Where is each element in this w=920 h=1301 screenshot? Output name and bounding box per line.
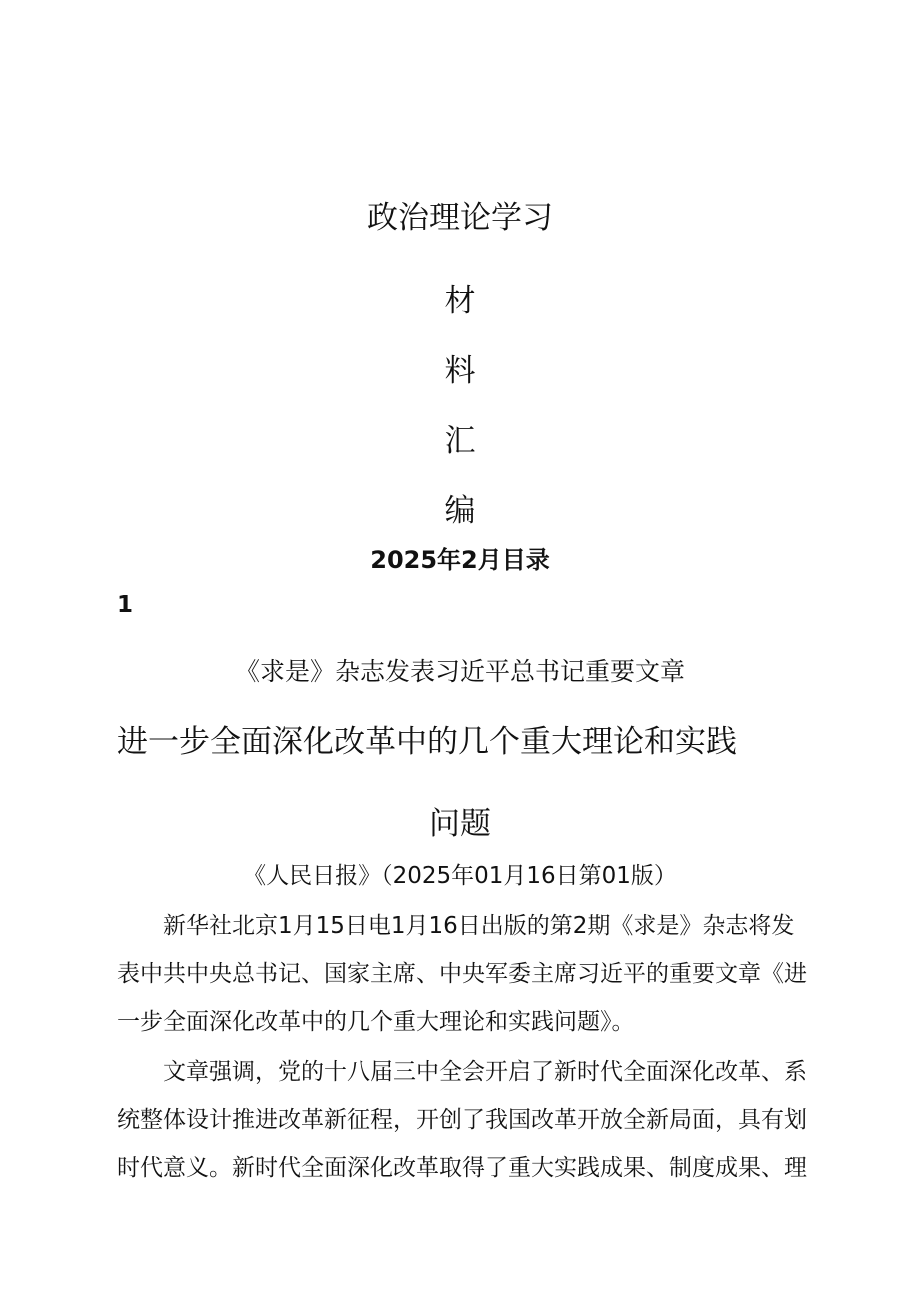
paragraph-line: 统整体设计推进改革新征程，开创了我国改革开放全新局面，具有划 bbox=[117, 1107, 807, 1133]
toc-heading: 2025年2月目录 bbox=[370, 546, 550, 574]
article-headline-line1: 进一步全面深化改革中的几个重大理论和实践 bbox=[117, 724, 737, 760]
paragraph-line: 新华社北京1月15日电1月16日出版的第2期《求是》杂志将发 bbox=[163, 913, 795, 939]
article-headline-line2: 问题 bbox=[429, 806, 491, 842]
toc-item-number: 1 bbox=[117, 592, 134, 618]
title-char-1: 材 bbox=[444, 283, 476, 319]
document-title: 政治理论学习 bbox=[367, 200, 553, 236]
article-paragraph-2 bbox=[117, 1048, 807, 1192]
title-char-2: 料 bbox=[444, 353, 476, 389]
paragraph-line: 一步全面深化改革中的几个重大理论和实践问题》。 bbox=[117, 1009, 635, 1035]
magazine-line: 《求是》杂志发表习近平总书记重要文章 bbox=[234, 657, 685, 686]
article-paragraph-1 bbox=[117, 902, 807, 1046]
title-char-4: 编 bbox=[444, 493, 476, 529]
paragraph-line: 表中共中央总书记、国家主席、中央军委主席习近平的重要文章《进 bbox=[117, 961, 807, 987]
article-source: 《人民日报》（2025年01月16日第01版） bbox=[243, 863, 677, 889]
paragraph-line: 文章强调，党的十八届三中全会开启了新时代全面深化改革、系 bbox=[163, 1059, 807, 1085]
paragraph-line: 时代意义。新时代全面深化改革取得了重大实践成果、制度成果、理 bbox=[117, 1155, 807, 1181]
title-char-3: 汇 bbox=[444, 423, 476, 459]
